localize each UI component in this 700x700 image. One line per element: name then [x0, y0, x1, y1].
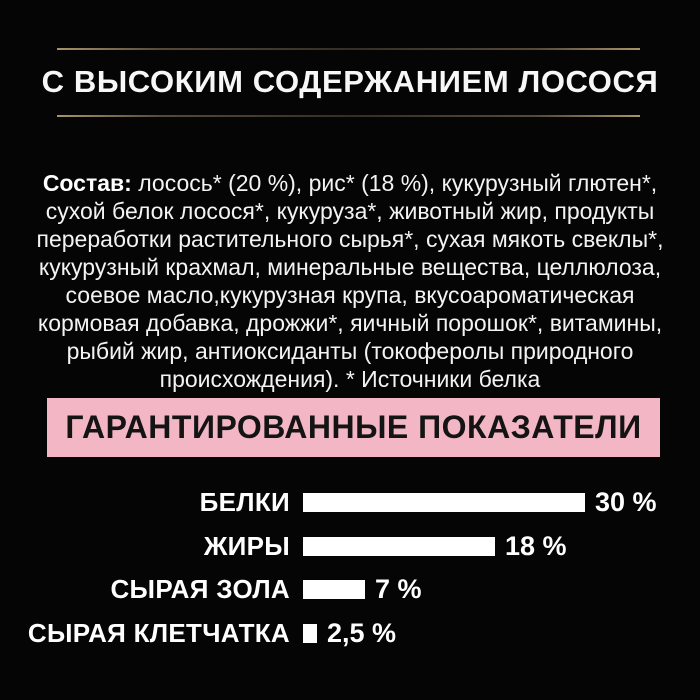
chart-row-proteins: [0, 481, 700, 525]
row-label-crude-ash: СЫРАЯ ЗОЛА: [110, 574, 290, 605]
composition-label: Состав:: [42, 170, 132, 196]
bottom-gold-rule: [57, 115, 640, 117]
guaranteed-indicators-banner: [47, 398, 660, 457]
guaranteed-indicators-chart: [0, 481, 700, 655]
guaranteed-indicators-banner-label: ГАРАНТИРОВАННЫЕ ПОКАЗАТЕЛИ: [65, 409, 642, 445]
chart-row-crude-fiber: [0, 612, 700, 656]
value-proteins: 30 %: [595, 487, 657, 518]
composition-body: лосось* (20 %), рис* (18 %), кукурузный глютен*, сухой белок лосося*, кукуруза*, животный жир, продукты переработки растительного сырья*, сухая мякоть свеклы*, кукурузный крахмал, минеральные вещества, целлюлоза, соевое масло,кукурузная крупа, вкусоароматическая кормовая добавка, дрожжи*, яичный порошок*, витамины, рыбий жир, антиоксиданты (токоферолы природного происхождения). * Источники белка: [36, 170, 664, 392]
row-label-crude-fiber: СЫРАЯ КЛЕТЧАТКА: [27, 617, 290, 648]
row-label-proteins: БЕЛКИ: [199, 487, 290, 518]
composition-text: [22, 169, 678, 393]
value-crude-fiber: 2,5 %: [327, 617, 397, 648]
bar-proteins: [303, 493, 585, 512]
value-fats: 18 %: [505, 530, 567, 561]
bar-crude-fiber: [303, 624, 317, 643]
bar-crude-ash: [303, 580, 365, 599]
product-claim-title: С ВЫСОКИМ СОДЕРЖАНИЕМ ЛОСОСЯ: [41, 64, 659, 99]
bar-fats: [303, 537, 495, 556]
chart-row-fats: [0, 525, 700, 569]
chart-row-crude-ash: [0, 568, 700, 612]
row-label-fats: ЖИРЫ: [203, 530, 290, 561]
value-crude-ash: 7 %: [375, 574, 422, 605]
top-gold-rule: [57, 48, 640, 50]
